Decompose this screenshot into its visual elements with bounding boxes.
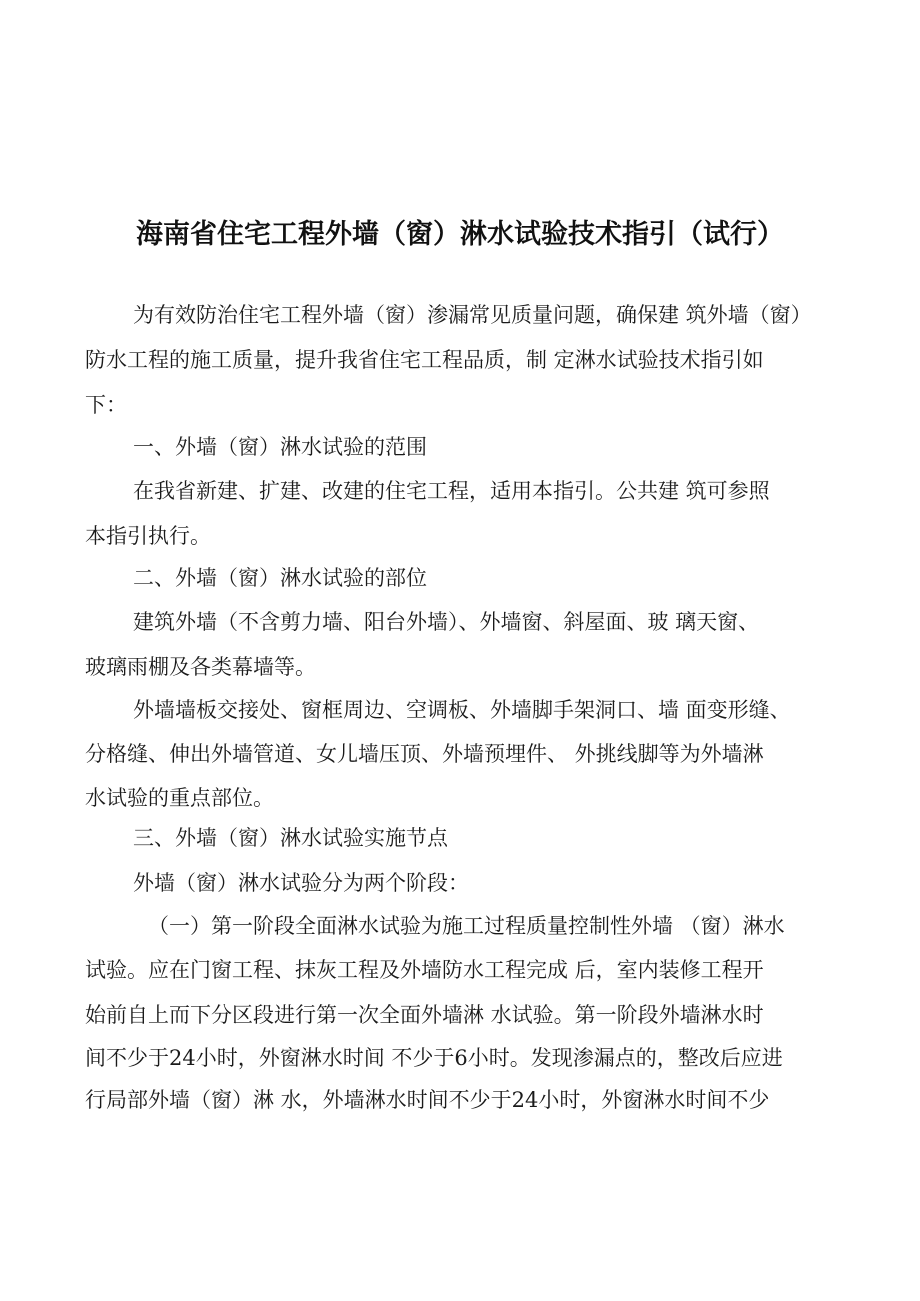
- body-line: 本指引执行。: [85, 524, 211, 548]
- body-line: 始前自上而下分区段进行第一次全面外墙淋 水试验。第一阶段外墙淋水时: [85, 1003, 764, 1027]
- section-heading: 三、外墙（窗）淋水试验实施节点: [133, 826, 448, 850]
- body-line: 建筑外墙（不含剪力墙、阳台外墙）、外墙窗、斜屋面、玻 璃天窗、: [133, 610, 760, 634]
- body-line: 外墙墙板交接处、窗框周边、空调板、外墙脚手架洞口、墙 面变形缝、: [133, 698, 791, 722]
- section-heading: 二、外墙（窗）淋水试验的部位: [133, 566, 427, 590]
- body-line: 试验。应在门窗工程、抹灰工程及外墙防水工程完成 后，室内装修工程开: [85, 958, 764, 982]
- body-line: 水试验的重点部位。: [85, 786, 274, 810]
- body-line: 下：: [85, 393, 127, 417]
- body-line: 防水工程的施工质量，提升我省住宅工程品质，制 定淋水试验技术指引如: [85, 348, 764, 372]
- body-line: 间不少于24小时，外窗淋水时间 不少于6小时。发现渗漏点的，整改后应进: [85, 1046, 783, 1070]
- body-line: 玻璃雨棚及各类幕墙等。: [85, 655, 316, 679]
- body-line: 在我省新建、扩建、改建的住宅工程，适用本指引。公共建 筑可参照: [133, 479, 770, 503]
- section-heading: 一、外墙（窗）淋水试验的范围: [133, 435, 427, 459]
- body-line: 外墙（窗）淋水试验分为两个阶段：: [133, 871, 469, 895]
- document-title: 海南省住宅工程外墙（窗）淋水试验技术指引（试行）: [136, 219, 784, 250]
- subsection-line: （一）第一阶段全面淋水试验为施工过程质量控制性外墙 （窗）淋水: [148, 914, 785, 938]
- body-line: 分格缝、伸出外墙管道、女儿墙压顶、外墙预埋件、 外挑线脚等为外墙淋: [85, 742, 764, 766]
- body-line: 为有效防治住宅工程外墙（窗）渗漏常见质量问题，确保建 筑外墙（窗）: [133, 303, 812, 327]
- body-line: 行局部外墙（窗）淋 水，外墙淋水时间不少于24小时，外窗淋水时间不少: [85, 1088, 770, 1112]
